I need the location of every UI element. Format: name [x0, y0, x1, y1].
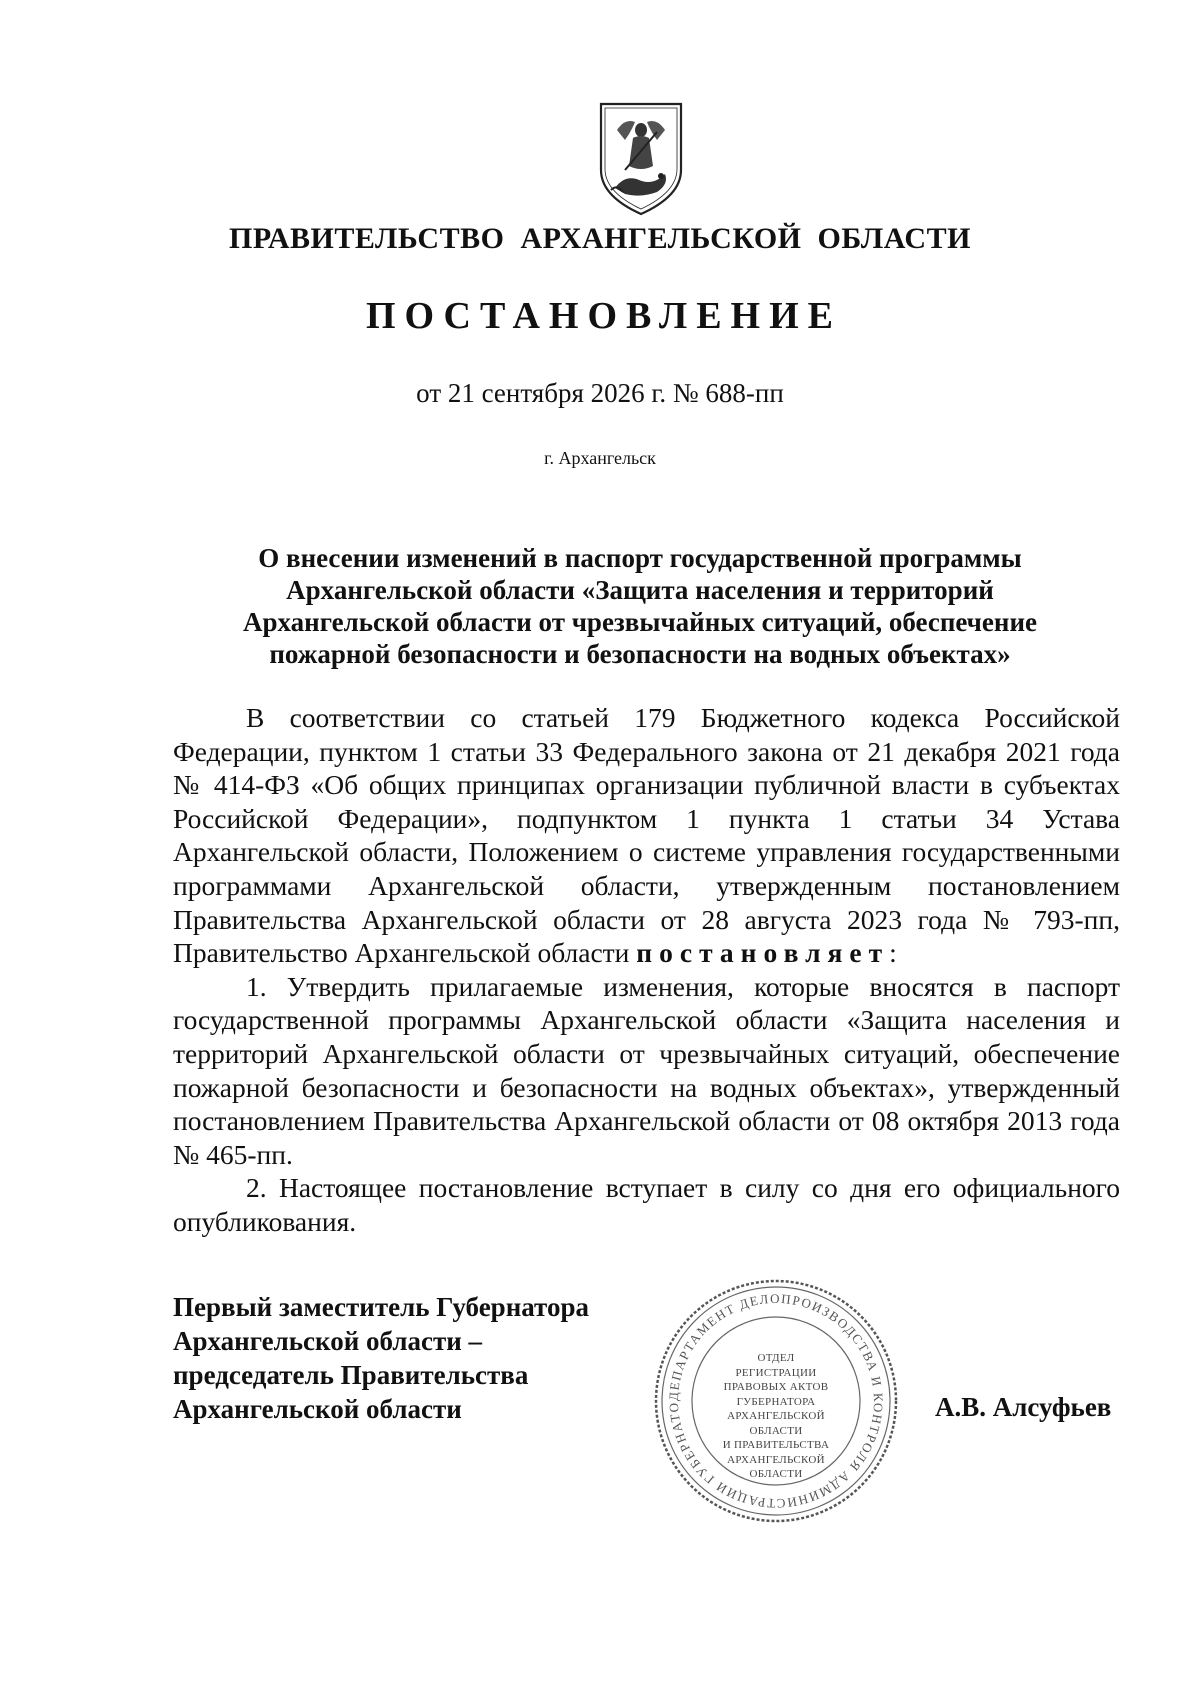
decree-suffix: :: [889, 937, 897, 969]
stamp-line: АРХАНГЕЛЬСКОЙ: [727, 1453, 825, 1466]
signatory-position-line: Первый заместитель Губернатора: [173, 1292, 589, 1322]
signatory-position-line: Архангельской области –: [173, 1326, 483, 1356]
subject-line: О внесении изменений в паспорт государственной программы: [258, 543, 1022, 573]
stamp-line: ПРАВОВЫХ АКТОВ: [723, 1381, 829, 1393]
stamp-line: И ПРАВИТЕЛЬСТВА: [722, 1439, 830, 1451]
preamble-paragraph: [173, 701, 1120, 970]
document-type-title: ПОСТАНОВЛЕНИЕ: [365, 295, 843, 337]
document-body: [173, 701, 1120, 1239]
subject-line: Архангельской области «Защита населения и территорий: [286, 575, 994, 605]
signatory-name: А.В. Алсуфьев: [935, 1392, 1112, 1422]
signatory-position-line: Архангельской области: [173, 1394, 462, 1424]
document-city: г. Архангельск: [544, 448, 656, 468]
signatory-position: [173, 1290, 589, 1426]
subject-line: Архангельской области от чрезвычайных ситуаций, обеспечение: [243, 607, 1037, 637]
document-subject: [175, 542, 1105, 670]
preamble-text: В соответствии со статьей 179 Бюджетного кодекса Российской Федерации, пунктом 1 статьи 33 Федерального закона от 21 декабря 2021 года № 414-ФЗ «Об общих принципах организации публичной власти в субъектах Российской Федерации», подпунктом 1 пункта 1 статьи 34 Устава Архангельской области, Положением о системе управления государственными программами Архангельской области, утвержденным постановлением Правительства Архангельской области от 28 августа 2023 года № 793-пп, Правительство Архангельской области: [173, 702, 1120, 969]
decree-word: постановляет: [636, 937, 890, 969]
stamp-line: ОБЛАСТИ: [749, 1468, 803, 1480]
coat-of-arms-icon: [595, 100, 687, 218]
stamp-line: РЕГИСТРАЦИИ: [735, 1366, 817, 1379]
subject-line: пожарной безопасности и безопасности на водных объектах»: [269, 639, 1011, 669]
stamp-outer-text: ДЕПАРТАМЕНТ ДЕЛОПРОИЗВОДСТВА И КОНТРОЛЯ АДМИНИСТРАЦИИ ГУБЕРНАТО: [665, 1290, 887, 1512]
document-date-number: от 21 сентября 2026 г. № 688-пп: [416, 378, 784, 408]
signatory-position-line: председатель Правительства: [173, 1360, 529, 1390]
stamp-line: ОБЛАСТИ: [749, 1424, 803, 1437]
stamp-line: ОТДЕЛ: [757, 1352, 795, 1364]
official-stamp: [652, 1277, 900, 1525]
organization-title: ПРАВИТЕЛЬСТВО АРХАНГЕЛЬСКОЙ ОБЛАСТИ: [229, 222, 971, 255]
stamp-center-text: [652, 1351, 900, 1482]
item-2-paragraph: 2. Настоящее постановление вступает в силу со дня его официального опубликования.: [173, 1172, 1120, 1237]
item-1-paragraph: 1. Утвердить прилагаемые изменения, которые вносятся в паспорт государственной программы Архангельской области «Защита населения и территорий Архангельской области от чрезвычайных ситуаций, обеспечение пожарной безопасности и безопасности на водных объектах», утвержденный постановлением Правительства Архангельской области от 08 октября 2013 года № 465-пп.: [173, 970, 1120, 1170]
stamp-line: ГУБЕРНАТОРА: [736, 1395, 816, 1408]
stamp-line: АРХАНГЕЛЬСКОЙ: [727, 1410, 825, 1422]
